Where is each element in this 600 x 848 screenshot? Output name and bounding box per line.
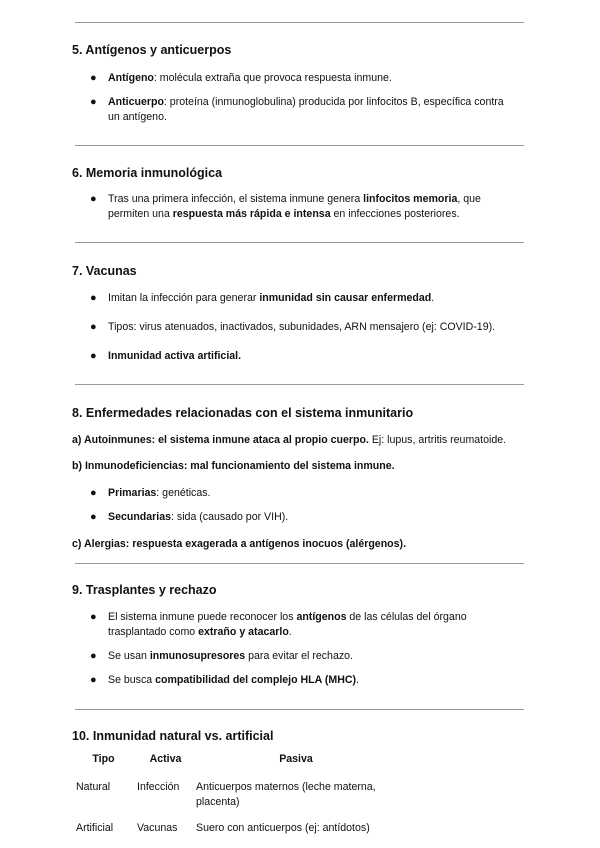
divider xyxy=(75,145,524,146)
table-cell: Natural xyxy=(76,781,111,793)
bullet-icon: ● xyxy=(90,96,97,108)
list-item xyxy=(90,610,530,640)
emphasis: extraño y atacarlo xyxy=(198,626,289,638)
section-6-heading: 6. Memoria inmunológica xyxy=(72,166,223,180)
term: Anticuerpo xyxy=(108,96,164,108)
text: trasplantado como xyxy=(108,626,199,638)
term: Antígeno xyxy=(108,72,154,84)
definition-cont: un antígeno. xyxy=(108,111,167,123)
text: Imitan la infección para generar xyxy=(108,292,260,304)
bullet-icon: ● xyxy=(90,611,97,623)
bullet-icon: ● xyxy=(90,321,97,333)
paragraph-autoinmunes xyxy=(72,433,532,448)
emphasis: linfocitos memoria xyxy=(363,193,458,205)
table-header-row xyxy=(72,752,396,772)
list-item xyxy=(90,71,530,86)
text: en infecciones posteriores. xyxy=(330,208,460,220)
definition: : proteína (inmunoglobulina) producida por linfocitos B, específica contra xyxy=(163,96,504,108)
emphasis: antígenos xyxy=(296,611,347,623)
emphasis: compatibilidad del complejo HLA (MHC) xyxy=(155,674,357,686)
paragraph-alergias xyxy=(72,537,532,552)
table-row xyxy=(72,810,396,836)
definition: : molécula extraña que provoca respuesta inmune. xyxy=(153,72,392,84)
list-item xyxy=(90,673,530,688)
text: . xyxy=(431,292,435,304)
list-item xyxy=(90,320,530,335)
divider xyxy=(75,563,524,564)
text: El sistema inmune puede reconocer los xyxy=(108,611,297,623)
text: , que xyxy=(457,193,481,205)
list-item xyxy=(90,95,530,125)
text: permiten una xyxy=(108,208,173,220)
table-cell: Suero con anticuerpos (ej: antídotos) xyxy=(196,822,370,834)
bullet-icon: ● xyxy=(90,650,97,662)
emphasis: Inmunidad activa artificial. xyxy=(108,350,242,362)
bullet-icon: ● xyxy=(90,292,97,304)
table-row xyxy=(72,772,396,810)
section-7-heading: 7. Vacunas xyxy=(72,264,137,278)
text: de las células del órgano xyxy=(346,611,467,623)
text: para evitar el rechazo. xyxy=(245,650,353,662)
definition: : genéticas. xyxy=(156,487,211,499)
table-cell: Infección xyxy=(137,781,180,793)
divider xyxy=(75,709,524,710)
divider xyxy=(75,22,524,23)
section-9-heading: 9. Trasplantes y rechazo xyxy=(72,583,217,597)
immunity-table xyxy=(72,752,396,836)
text: Se busca xyxy=(108,674,156,686)
text: Tras una primera infección, el sistema inmune genera xyxy=(108,193,364,205)
list-item xyxy=(90,649,530,664)
section-10-heading: 10. Inmunidad natural vs. artificial xyxy=(72,729,274,743)
text: Tipos: virus atenuados, inactivados, subunidades, ARN mensajero (ej: COVID-19). xyxy=(108,321,496,333)
text: Se usan xyxy=(108,650,150,662)
bullet-icon: ● xyxy=(90,511,97,523)
column-header: Tipo xyxy=(92,753,115,765)
paragraph-inmunodeficiencias xyxy=(72,459,532,474)
table-cell: Vacunas xyxy=(137,822,178,834)
divider xyxy=(75,384,524,385)
column-header: Activa xyxy=(149,753,182,765)
emphasis: inmunosupresores xyxy=(149,650,246,662)
table-cell: Artificial xyxy=(76,822,114,834)
text: placenta) xyxy=(196,796,240,808)
bullet-icon: ● xyxy=(90,487,97,499)
list-item xyxy=(90,192,530,222)
divider xyxy=(75,242,524,243)
bullet-icon: ● xyxy=(90,193,97,205)
text: Ej: lupus, artritis reumatoide. xyxy=(368,434,507,446)
definition: : sida (causado por VIH). xyxy=(171,511,289,523)
list-item xyxy=(90,349,530,364)
emphasis: b) Inmunodeficiencias: mal funcionamiento del sistema inmune. xyxy=(72,460,395,472)
term: Secundarias xyxy=(108,511,172,523)
bullet-icon: ● xyxy=(90,72,97,84)
text: . xyxy=(356,674,359,686)
list-item xyxy=(90,510,530,525)
emphasis: a) Autoinmunes: el sistema inmune ataca al propio cuerpo. xyxy=(72,434,369,446)
list-item xyxy=(90,486,530,501)
list-item xyxy=(90,291,530,306)
emphasis: inmunidad sin causar enfermedad xyxy=(259,292,432,304)
emphasis: c) Alergias: respuesta exagerada a antígenos inocuos (alérgenos). xyxy=(72,538,407,550)
table-cell xyxy=(194,772,396,810)
emphasis: respuesta más rápida e intensa xyxy=(172,208,331,220)
text: Anticuerpos maternos (leche materna, xyxy=(196,781,376,793)
section-5-heading: 5. Antígenos y anticuerpos xyxy=(72,43,232,57)
term: Primarias xyxy=(108,487,157,499)
section-8-heading: 8. Enfermedades relacionadas con el sistema inmunitario xyxy=(72,406,414,420)
column-header: Pasiva xyxy=(279,753,313,765)
bullet-icon: ● xyxy=(90,350,97,362)
text: . xyxy=(288,626,292,638)
bullet-icon: ● xyxy=(90,674,97,686)
